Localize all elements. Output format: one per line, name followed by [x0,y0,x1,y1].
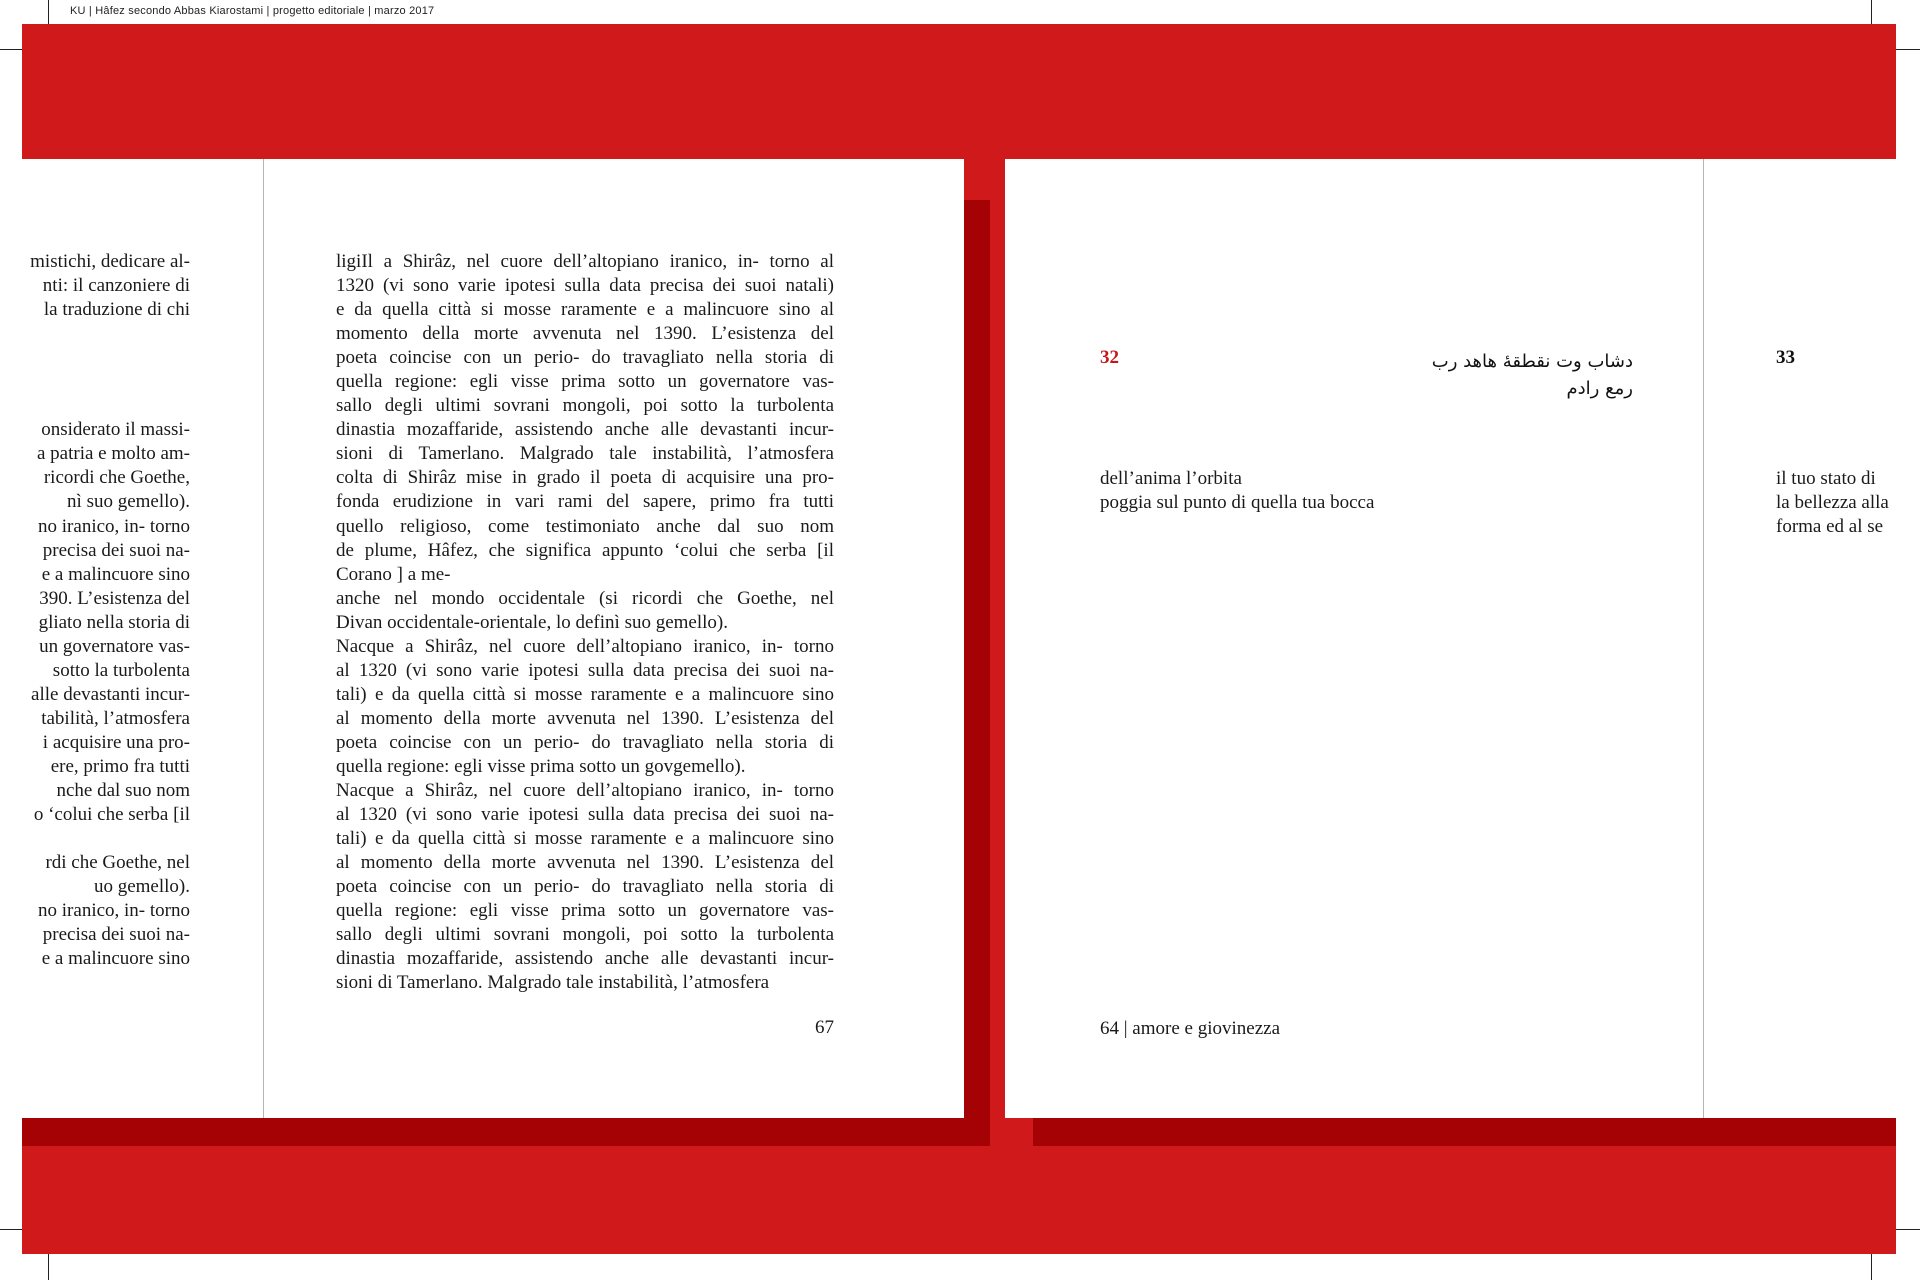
left-fragment-line [22,827,190,851]
document-header: KU | Hâfez secondo Abbas Kiarostami | progetto editoriale | marzo 2017 [70,5,435,17]
left-page-fold-line [263,159,264,1118]
left-page-line: de plume, Hâfez, che significa appunto ‘colui che serba [il [336,539,834,561]
left-page-line: quello religioso, come testimoniato anche dal suo nom [336,515,834,537]
left-page-line: e da quella città si mosse raramente e a malincuore sino al [336,299,834,321]
left-fragment-line: ricordi che Goethe, [43,467,190,489]
left-fragment-line: o ‘colui che serba [il [33,804,190,826]
italian-verse-line: poggia sul punto di quella tua bocca [1100,492,1375,513]
left-fragment-line: precisa dei suoi na- [42,924,190,946]
left-page-line: poeta coincise con un perio- do travagliato nella storia di [336,876,834,898]
left-fragment-line: no iranico, in- torno [38,900,190,922]
far-right-line: il tuo stato di [1776,468,1876,489]
far-right-page-number: 33 [1776,347,1795,368]
right-page-shadow-bottom [1033,1118,1896,1146]
left-fragment-line: nti: il canzoniere di [42,275,190,297]
left-page-line: Divan occidentale-orientale, lo definì suo gemello). [336,611,728,633]
left-page-shadow-bottom [22,1118,990,1146]
left-fragment-line: gliato nella storia di [38,611,190,633]
left-page-body-text [336,250,834,995]
left-page-line: 1320 (vi sono varie ipotesi sulla data precisa dei suoi natali) [336,275,834,297]
persian-verse [1320,348,1633,402]
left-page-line: momento della morte avvenuta nel 1390. L’esistenza del [336,323,834,345]
left-page-line: al momento della morte avvenuta nel 1390. L’esistenza del [336,852,834,874]
left-page-line: al momento della morte avvenuta nel 1390. L’esistenza del [336,707,834,729]
left-fragment-line [22,394,190,418]
left-page-line: tali) e da quella città si mosse raramente e a malincuore sino [336,683,834,705]
left-fragment-line [22,370,190,394]
left-page-line: quella regione: egli visse prima sotto un governatore vas- [336,900,834,922]
left-fragment-line: nche dal suo nom [56,780,190,802]
left-page-line: Nacque a Shirâz, nel cuore dell’altopiano iranico, in- torno [336,780,834,802]
right-page-fold-line [1703,159,1704,1118]
right-page-footer: 64 | amore e giovinezza [1100,1018,1280,1039]
far-right-line: forma ed al se [1776,516,1884,537]
left-fragment-line: un governatore vas- [39,635,190,657]
left-page-line: anche nel mondo occidentale (si ricordi che Goethe, nel [336,587,834,609]
left-fragment-line: tabilità, l’atmosfera [41,707,190,729]
left-page-line: quella regione: egli visse prima sotto un govgemello). [336,755,746,777]
left-fragment-line: sotto la turbolenta [52,659,190,681]
left-page-line: poeta coincise con un perio- do travagliato nella storia di [336,347,834,369]
left-page-line: tali) e da quella città si mosse raramente e a malincuore sino [336,828,834,850]
left-page-line: dinastia mozaffaride, assistendo anche alle devastanti incur- [336,948,834,970]
left-fragment-line: rdi che Goethe, nel [45,852,190,874]
left-fragment-line: mistichi, dedicare al- [30,251,190,272]
left-page-line: dinastia mozaffaride, assistendo anche alle devastanti incur- [336,419,834,441]
persian-verse-line: رمع رادم [1566,378,1633,399]
left-page-line: al 1320 (vi sono varie ipotesi sulla data precisa dei suoi na- [336,804,834,826]
left-fragment-line: e a malincuore sino [41,563,190,585]
left-page-line: sioni di Tamerlano. Malgrado tale instabilità, l’atmosfera [336,443,834,465]
left-fragment-line: a patria e molto am- [37,443,190,465]
left-fragment-line: i acquisire una pro- [42,731,190,753]
persian-verse-line: دشاب وت نقطقهٔ هاهد رب [1431,351,1633,372]
left-fragment-line [22,322,190,346]
left-fragment-line [22,346,190,370]
left-page-line: poeta coincise con un perio- do travagliato nella storia di [336,731,834,753]
left-fragment-line: 390. L’esistenza del [39,587,190,609]
left-page-line: sallo degli ultimi sovrani mongoli, poi sotto la turbolenta [336,924,834,946]
far-right-fragment [1776,467,1896,547]
left-page-line: sioni di Tamerlano. Malgrado tale instabilità, l’atmosfera [336,972,770,994]
left-page-line: fonda erudizione in vari rami del sapere, primo fra tutti [336,491,834,513]
left-fragment-line: uo gemello). [93,876,190,898]
left-fragment-line: e a malincuore sino [41,948,190,970]
left-fragment-line: alle devastanti incur- [31,683,190,705]
left-fragment-column [22,250,190,1000]
right-page-number: 32 [1100,347,1119,368]
left-fragment-line: no iranico, in- torno [38,515,190,537]
left-fragment-line: la traduzione di chi [43,299,190,321]
left-fragment-line: ere, primo fra tutti [50,755,190,777]
left-page-line: Corano ] a me- [336,563,451,585]
italian-verse-line: dell’anima l’orbita [1100,468,1242,489]
left-page-shadow-side [964,200,990,1146]
left-page-line: Nacque a Shirâz, nel cuore dell’altopiano iranico, in- torno [336,635,834,657]
far-right-line: la bellezza alla [1776,492,1889,513]
left-fragment-line: precisa dei suoi na- [42,539,190,561]
left-page-line: al 1320 (vi sono varie ipotesi sulla data precisa dei suoi na- [336,659,834,681]
left-fragment-line: nì suo gemello). [67,491,190,513]
right-page [1005,159,1896,1118]
left-page-line: colta di Shirâz mise in grado il poeta di acquisire una pro- [336,467,834,489]
left-fragment-line: onsiderato il massi- [41,419,190,441]
left-page-line: sallo degli ultimi sovrani mongoli, poi sotto la turbolenta [336,395,834,417]
left-page-number: 67 [815,1017,834,1038]
italian-verse [1100,467,1374,515]
left-page-line: quella regione: egli visse prima sotto un governatore vas- [336,371,834,393]
left-page-line: ligiIl a Shirâz, nel cuore dell’altopiano iranico, in- torno al [336,251,834,272]
